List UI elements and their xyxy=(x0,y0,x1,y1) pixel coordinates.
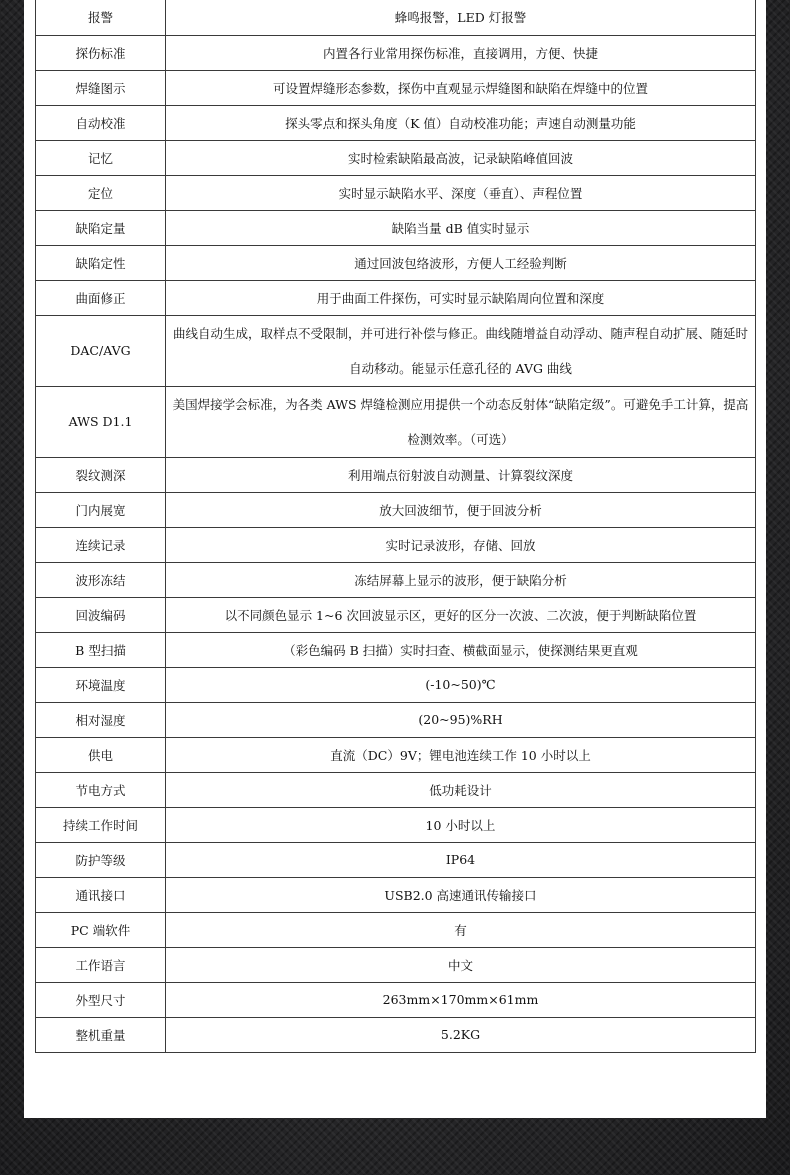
spec-value: 曲线自动生成，取样点不受限制，并可进行补偿与修正。曲线随增益自动浮动、随声程自动扩展、随延时自动移动。能显示任意孔径的 AVG 曲线 xyxy=(166,315,756,386)
spec-value: 美国焊接学会标准，为各类 AWS 焊缝检测应用提供一个动态反射体“缺陷定级”。可避免手工计算，提高检测效率。（可选） xyxy=(166,386,756,457)
table-row xyxy=(36,105,756,140)
spec-panel xyxy=(24,0,766,1118)
table-row xyxy=(36,492,756,527)
spec-label: 缺陷定量 xyxy=(36,210,166,245)
spec-value: 10 小时以上 xyxy=(166,807,756,842)
table-row xyxy=(36,70,756,105)
spec-label: 回波编码 xyxy=(36,597,166,632)
table-row xyxy=(36,280,756,315)
spec-label: 节电方式 xyxy=(36,772,166,807)
spec-value: 蜂鸣报警，LED 灯报警 xyxy=(166,0,756,35)
spec-table xyxy=(35,0,756,1053)
spec-value: 用于曲面工件探伤，可实时显示缺陷周向位置和深度 xyxy=(166,280,756,315)
spec-label: 通讯接口 xyxy=(36,877,166,912)
spec-label: 防护等级 xyxy=(36,842,166,877)
table-row xyxy=(36,562,756,597)
table-row xyxy=(36,702,756,737)
table-row xyxy=(36,210,756,245)
spec-table-body xyxy=(36,0,756,1052)
table-row xyxy=(36,947,756,982)
spec-label: 裂纹测深 xyxy=(36,457,166,492)
spec-value: IP64 xyxy=(166,842,756,877)
spec-label: PC 端软件 xyxy=(36,912,166,947)
spec-label: 工作语言 xyxy=(36,947,166,982)
spec-value: (20~95)%RH xyxy=(166,702,756,737)
spec-label: 记忆 xyxy=(36,140,166,175)
table-row xyxy=(36,1017,756,1052)
spec-value: （彩色编码 B 扫描）实时扫查、横截面显示，使探测结果更直观 xyxy=(166,632,756,667)
spec-label: 自动校准 xyxy=(36,105,166,140)
spec-value: 冻结屏幕上显示的波形，便于缺陷分析 xyxy=(166,562,756,597)
spec-label: 持续工作时间 xyxy=(36,807,166,842)
table-row xyxy=(36,667,756,702)
table-row xyxy=(36,982,756,1017)
table-row xyxy=(36,35,756,70)
spec-value: USB2.0 高速通讯传输接口 xyxy=(166,877,756,912)
spec-label: 供电 xyxy=(36,737,166,772)
spec-value: (-10~50)℃ xyxy=(166,667,756,702)
spec-value: 实时记录波形，存储、回放 xyxy=(166,527,756,562)
spec-value: 以不同颜色显示 1~6 次回波显示区，更好的区分一次波、二次波，便于判断缺陷位置 xyxy=(166,597,756,632)
spec-value: 内置各行业常用探伤标准，直接调用，方便、快捷 xyxy=(166,35,756,70)
spec-value: 实时显示缺陷水平、深度（垂直）、声程位置 xyxy=(166,175,756,210)
spec-label: 探伤标准 xyxy=(36,35,166,70)
table-row xyxy=(36,315,756,386)
spec-value: 直流（DC）9V；锂电池连续工作 10 小时以上 xyxy=(166,737,756,772)
spec-value: 实时检索缺陷最高波，记录缺陷峰值回波 xyxy=(166,140,756,175)
table-row xyxy=(36,842,756,877)
table-row xyxy=(36,632,756,667)
spec-label: DAC/AVG xyxy=(36,315,166,386)
spec-value: 中文 xyxy=(166,947,756,982)
spec-label: 外型尺寸 xyxy=(36,982,166,1017)
table-row xyxy=(36,175,756,210)
table-row xyxy=(36,457,756,492)
spec-label: B 型扫描 xyxy=(36,632,166,667)
spec-value: 263mm×170mm×61mm xyxy=(166,982,756,1017)
spec-value: 5.2KG xyxy=(166,1017,756,1052)
spec-value: 探头零点和探头角度（K 值）自动校准功能；声速自动测量功能 xyxy=(166,105,756,140)
table-row xyxy=(36,597,756,632)
spec-label: 连续记录 xyxy=(36,527,166,562)
spec-label: 环境温度 xyxy=(36,667,166,702)
spec-value: 有 xyxy=(166,912,756,947)
spec-value: 缺陷当量 dB 值实时显示 xyxy=(166,210,756,245)
spec-label: 曲面修正 xyxy=(36,280,166,315)
spec-value: 低功耗设计 xyxy=(166,772,756,807)
table-row xyxy=(36,807,756,842)
table-row xyxy=(36,0,756,35)
spec-label: AWS D1.1 xyxy=(36,386,166,457)
spec-value: 放大回波细节，便于回波分析 xyxy=(166,492,756,527)
table-row xyxy=(36,912,756,947)
spec-label: 整机重量 xyxy=(36,1017,166,1052)
spec-label: 波形冻结 xyxy=(36,562,166,597)
table-row xyxy=(36,140,756,175)
spec-label: 焊缝图示 xyxy=(36,70,166,105)
spec-value: 可设置焊缝形态参数，探伤中直观显示焊缝图和缺陷在焊缝中的位置 xyxy=(166,70,756,105)
spec-value: 利用端点衍射波自动测量、计算裂纹深度 xyxy=(166,457,756,492)
table-row xyxy=(36,527,756,562)
table-row xyxy=(36,877,756,912)
spec-label: 报警 xyxy=(36,0,166,35)
table-row xyxy=(36,772,756,807)
spec-label: 相对湿度 xyxy=(36,702,166,737)
spec-value: 通过回波包络波形，方便人工经验判断 xyxy=(166,245,756,280)
table-row xyxy=(36,245,756,280)
spec-label: 缺陷定性 xyxy=(36,245,166,280)
spec-label: 定位 xyxy=(36,175,166,210)
table-row xyxy=(36,386,756,457)
table-row xyxy=(36,737,756,772)
spec-label: 门内展宽 xyxy=(36,492,166,527)
